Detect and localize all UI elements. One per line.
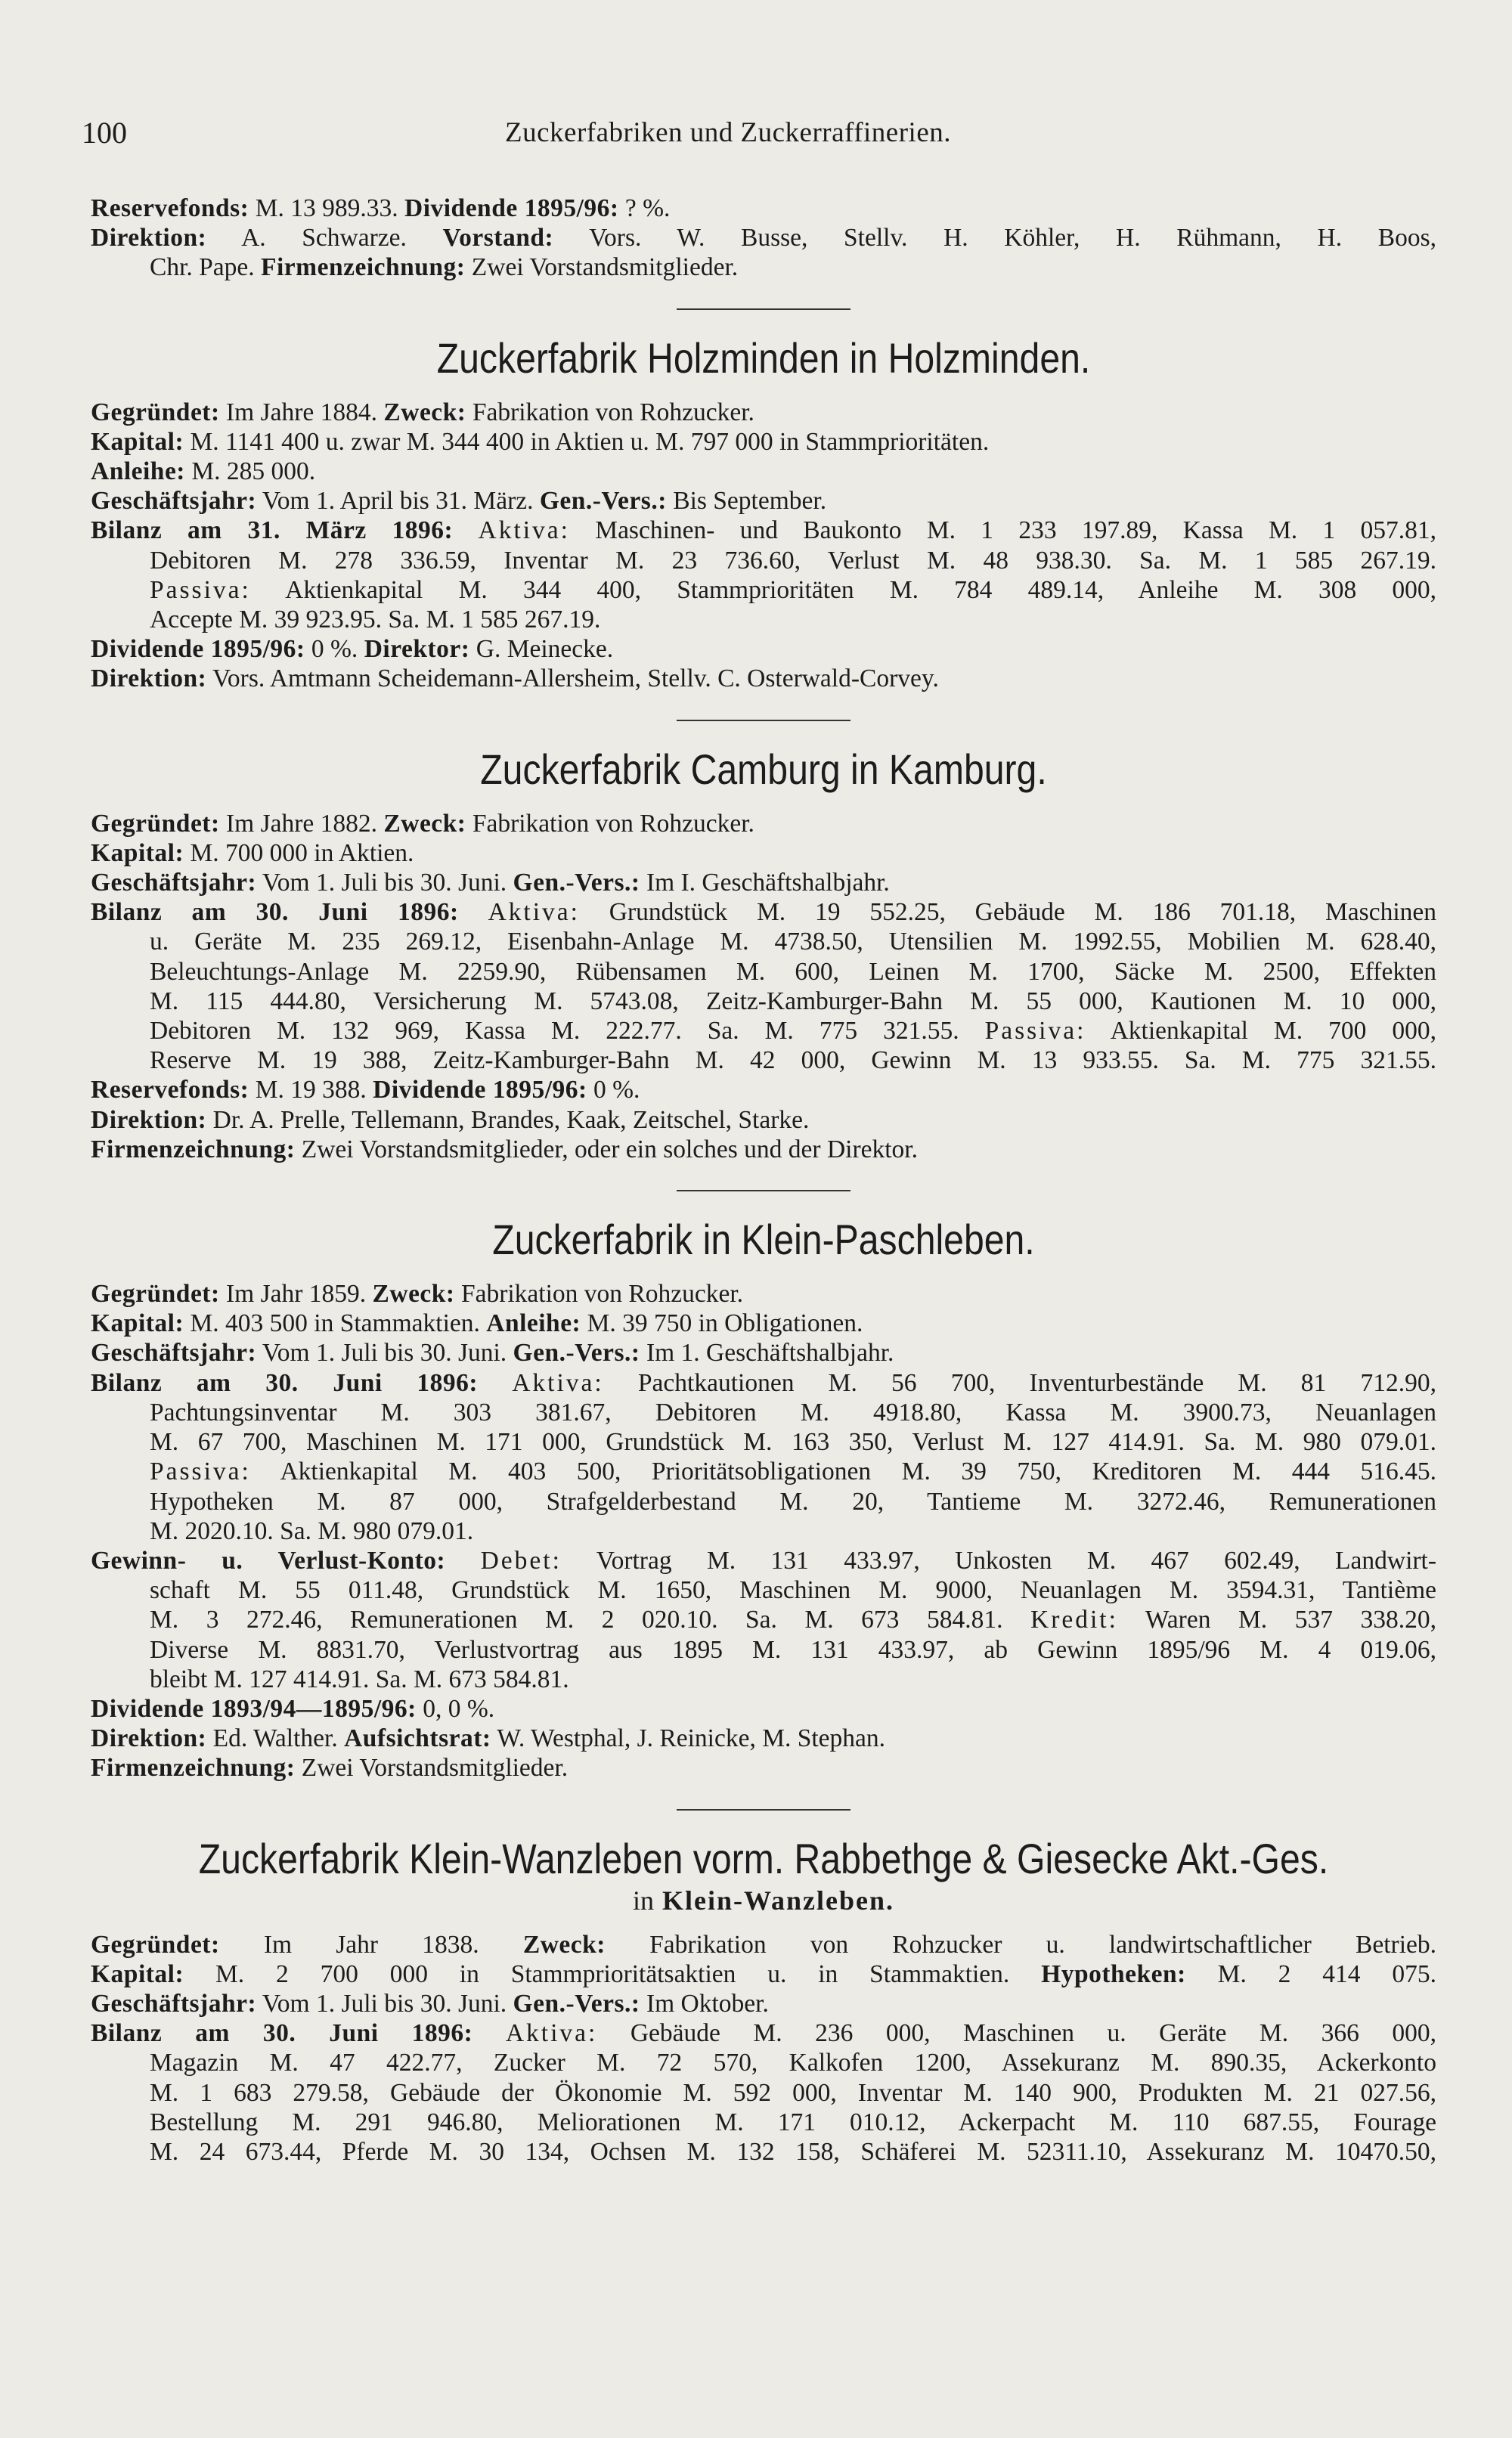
text-line: Kapital: M. 2 700 000 in Stammprioritätsaktien u. in Stammaktien. Hypotheken: M. 2 414 075. [91,1959,1437,1988]
text-line: Kapital: M. 403 500 in Stammaktien. Anleihe: M. 39 750 in Obligationen. [91,1309,863,1338]
previous-entry-continuation [91,194,1436,283]
text-line: Reservefonds: M. 19 388. Dividende 1895/96: 0 %. [91,1076,640,1104]
text-line: Geschäftsjahr: Vom 1. Juli bis 30. Juni. Gen.-Vers.: Im I. Geschäftshalbjahr. [91,869,890,897]
page-number: 100 [82,116,127,150]
text-line: Gegründet: Im Jahre 1882. Zweck: Fabrikation von Rohzucker. [91,809,754,838]
section-divider [677,720,850,721]
entry-holzminden [91,333,1436,694]
text-line: Bilanz am 30. Juni 1896: Aktiva: Gebäude M. 236 000, Maschinen u. Geräte M. 366 000, [91,2019,1437,2048]
section-divider [677,308,850,310]
page-header [82,115,1436,153]
text-line: M. 115 444.80, Versicherung M. 5743.08, Zeitz-Kamburger-Bahn M. 55 000, Kautionen M. 10 000, [150,987,1436,1015]
text-line: Chr. Pape. Firmenzeichnung: Zwei Vorstandsmitglieder. [150,253,739,282]
text-line: Dividende 1893/94—1895/96: 0, 0 %. [91,1694,495,1723]
text-line: Direktion: Vors. Amtmann Scheidemann-Allersheim, Stellv. C. Osterwald-Corvey. [91,664,939,693]
text-line: Firmenzeichnung: Zwei Vorstandsmitglieder. [91,1754,569,1783]
text-line: Anleihe: M. 285 000. [91,457,316,486]
text-line: Debitoren M. 278 336.59, Inventar M. 23 736.60, Verlust M. 48 938.30. Sa. M. 1 585 267.19. [150,546,1436,575]
text-line: Pachtungsinventar M. 303 381.67, Debitoren M. 4918.80, Kassa M. 3900.73, Neuanlagen [150,1398,1436,1427]
text-line: Magazin M. 47 422.77, Zucker M. 72 570, Kalkofen 1200, Assekuranz M. 890.35, Ackerkonto [150,2049,1436,2077]
text-line: Accepte M. 39 923.95. Sa. M. 1 585 267.19. [150,606,601,634]
text-line: Direktion: Dr. A. Prelle, Tellemann, Brandes, Kaak, Zeitschel, Starke. [91,1105,810,1134]
text-line: Bilanz am 30. Juni 1896: Aktiva: Grundstück M. 19 552.25, Gebäude M. 186 701.18, Maschinen [91,898,1436,927]
text-line: Beleuchtungs-Anlage M. 2259.90, Rübensamen M. 600, Leinen M. 1700, Säcke M. 2500, Effekten [150,957,1436,986]
text-line: Debitoren M. 132 969, Kassa M. 222.77. Sa. M. 775 321.55. Passiva: Aktienkapital M. 700 000, [150,1017,1436,1046]
text-line: Firmenzeichnung: Zwei Vorstandsmitglieder, oder ein solches und der Direktor. [91,1135,918,1163]
text-line: Passiva: Aktienkapital M. 344 400, Stammprioritäten M. 784 489.14, Anleihe M. 308 000, [150,575,1436,604]
text-line: schaft M. 55 011.48, Grundstück M. 1650, Maschinen M. 9000, Neuanlagen M. 3594.31, Tantième [150,1576,1436,1605]
text-line: M. 1 683 279.58, Gebäude der Ökonomie M. 592 000, Inventar M. 140 900, Produkten M. 21 027.56, [150,2078,1436,2107]
text-line: u. Geräte M. 235 269.12, Eisenbahn-Anlage M. 4738.50, Utensilien M. 1992.55, Mobilien M. 628.40, [150,928,1436,956]
company-title: Zuckerfabrik Holzminden in Holzminden. [436,333,1091,382]
text-line: Kapital: M. 1141 400 u. zwar M. 344 400 in Aktien u. M. 797 000 in Stammprioritäten. [91,427,990,456]
text-line: Gegründet: Im Jahr 1859. Zweck: Fabrikation von Rohzucker. [91,1280,744,1309]
text-line: Kapital: M. 700 000 in Aktien. [91,838,414,867]
text-line: Bestellung M. 291 946.80, Meliorationen M. 171 010.12, Ackerpacht M. 110 687.55, Fourage [150,2108,1436,2136]
text-line: Gewinn- u. Verlust-Konto: Debet: Vortrag M. 131 433.97, Unkosten M. 467 602.49, Landwirt- [91,1546,1436,1575]
entry-klein-paschleben [91,1214,1436,1783]
text-line: Bilanz am 31. März 1896: Aktiva: Maschinen- und Baukonto M. 1 233 197.89, Kassa M. 1 057.81, [91,516,1436,545]
text-line: Geschäftsjahr: Vom 1. Juli bis 30. Juni. Gen.-Vers.: Im Oktober. [91,1989,769,2018]
entry-klein-wanzleben [91,1833,1436,2167]
text-line: Direktion: A. Schwarze. Vorstand: Vors. W. Busse, Stellv. H. Köhler, H. Rühmann, H. Boos, [91,224,1436,252]
text-line: Passiva: Aktienkapital M. 403 500, Prioritätsobligationen M. 39 750, Kreditoren M. 444 516.45. [150,1458,1436,1486]
section-divider [677,1190,850,1191]
text-line: Reservefonds: M. 13 989.33. Dividende 1895/96: ? %. [91,194,671,222]
entry-camburg [91,744,1436,1164]
running-title: Zuckerfabriken und Zuckerraffinerien. [505,117,951,148]
text-line: M. 2020.10. Sa. M. 980 079.01. [150,1516,474,1545]
company-title: Zuckerfabrik in Klein-Paschleben. [492,1216,1035,1264]
text-line: bleibt M. 127 414.91. Sa. M. 673 584.81. [150,1665,569,1693]
text-line: Gegründet: Im Jahre 1884. Zweck: Fabrikation von Rohzucker. [91,398,754,426]
text-line: Gegründet: Im Jahr 1838. Zweck: Fabrikation von Rohzucker u. landwirtschaftlicher Betrieb. [91,1930,1437,1959]
company-subtitle: in Klein-Wanzleben. [632,1885,895,1916]
text-line: M. 67 700, Maschinen M. 171 000, Grundstück M. 163 350, Verlust M. 127 414.91. Sa. M. 980 079.01. [150,1428,1436,1457]
section-divider [677,1809,850,1811]
company-title: Zuckerfabrik Camburg in Kamburg. [480,745,1047,793]
text-line: M. 3 272.46, Remunerationen M. 2 020.10. Sa. M. 673 584.81. Kredit: Waren M. 537 338.20, [150,1606,1436,1634]
text-line: Direktion: Ed. Walther. Aufsichtsrat: W. Westphal, J. Reinicke, M. Stephan. [91,1724,886,1753]
text-line: Reserve M. 19 388, Zeitz-Kamburger-Bahn M. 42 000, Gewinn M. 13 933.55. Sa. M. 775 321.55. [150,1046,1436,1075]
page-body [91,194,1436,2167]
text-line: Bilanz am 30. Juni 1896: Aktiva: Pachtkautionen M. 56 700, Inventurbestände M. 81 712.90, [91,1368,1437,1397]
text-line: Dividende 1895/96: 0 %. Direktor: G. Meinecke. [91,635,614,664]
company-title: Zuckerfabrik Klein-Wanzleben vorm. Rabbethge & Giesecke Akt.-Ges. [198,1834,1329,1882]
text-line: Geschäftsjahr: Vom 1. April bis 31. März. Gen.-Vers.: Bis September. [91,487,827,516]
text-line: Hypotheken M. 87 000, Strafgelderbestand M. 20, Tantieme M. 3272.46, Remunerationen [150,1487,1436,1516]
text-line: Diverse M. 8831.70, Verlustvortrag aus 1895 M. 131 433.97, ab Gewinn 1895/96 M. 4 019.06, [150,1635,1436,1664]
text-line: M. 24 673.44, Pferde M. 30 134, Ochsen M. 132 158, Schäferei M. 52311.10, Assekuranz M. 10470.50, [150,2137,1436,2166]
text-line: Geschäftsjahr: Vom 1. Juli bis 30. Juni. Gen.-Vers.: Im 1. Geschäftshalbjahr. [91,1339,894,1368]
